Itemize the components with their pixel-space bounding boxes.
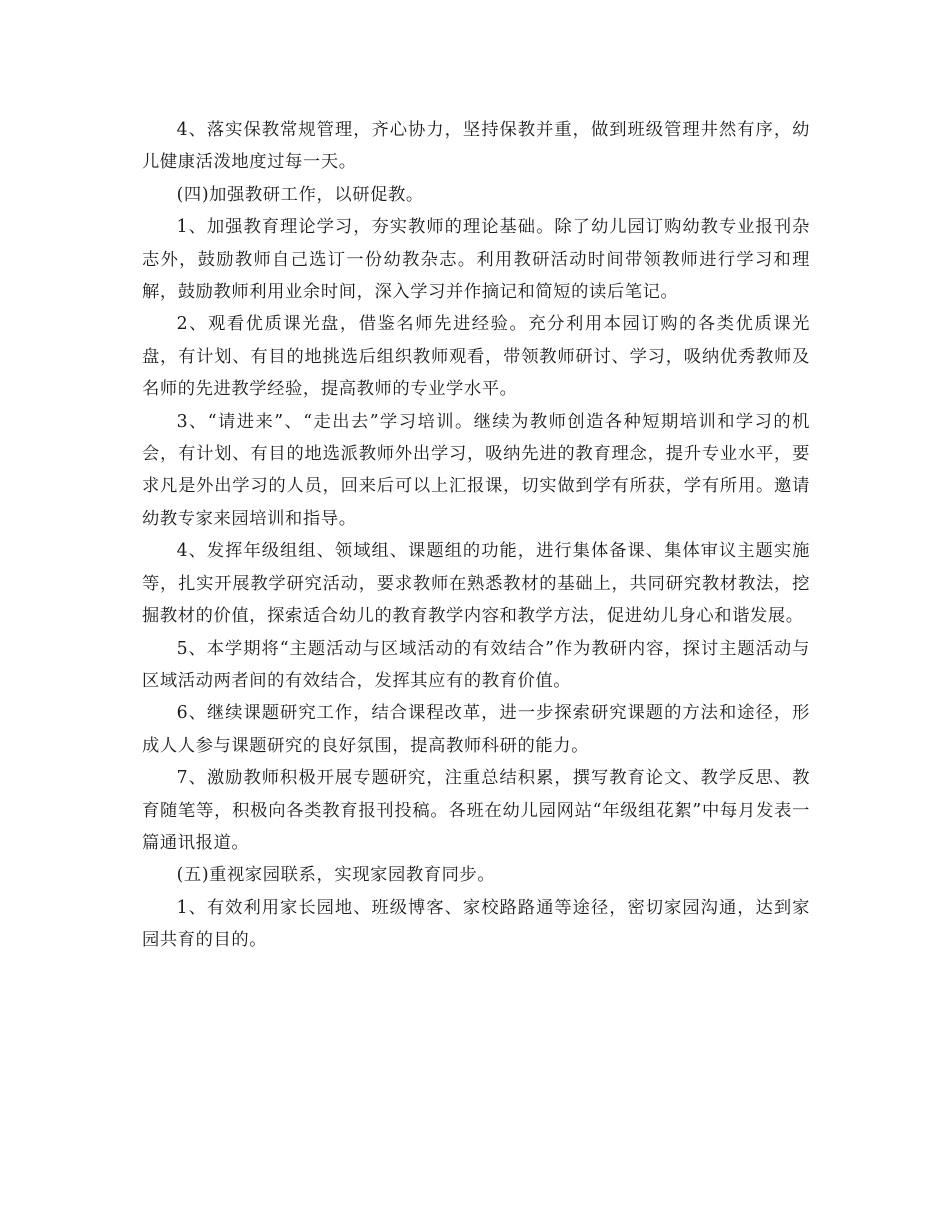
paragraph-home-communication: 1、有效利用家长园地、班级博客、家校路路通等途径，密切家园沟通，达到家园共育的目的。	[142, 897, 810, 951]
paragraph-research-topic: 5、本学期将“主题活动与区域活动的有效结合”作为教研内容，探讨主题活动与区域活动两者间的有效结合，发挥其应有的教育价值。	[142, 638, 810, 691]
paragraph-item-4-conclusion: 4、落实保教常规管理，齐心协力，坚持保教并重，做到班级管理井然有序，幼儿健康活泼地度过每一天。	[142, 120, 810, 173]
paragraph-project-research: 6、继续课题研究工作，结合课程改革，进一步探索研究课题的方法和途径，形成人人参与课题研究的良好氛围，提高教师科研的能力。	[142, 703, 810, 756]
section-heading-home-school: (五)重视家园联系，实现家园教育同步。	[176, 865, 496, 886]
paragraph-quality-lessons: 2、观看优质课光盘，借鉴名师先进经验。充分利用本园订购的各类优质课光盘，有计划、有目的地挑选后组织教师观看，带领教师研讨、学习，吸纳优秀教师及名师的先进教学经验，提高教师的专业学水平。	[142, 314, 810, 400]
section-heading-teaching-research: (四)加强教研工作，以研促教。	[176, 184, 424, 205]
paragraph-special-research: 7、激励教师积极开展专题研究，注重总结积累，撰写教育论文、教学反思、教育随笔等，积极向各类教育报刊投稿。各班在幼儿园网站“年级组花絮”中每月发表一篇通讯报道。	[142, 768, 810, 853]
paragraph-theory-study: 1、加强教育理论学习，夯实教师的理论基础。除了幼儿园订购幼教专业报刊杂志外，鼓励教师自己选订一份幼教杂志。利用教研活动时间带领教师进行学习和理解，鼓励教师利用业余时间，深入学习并作摘记和简短的读后笔记。	[142, 217, 810, 303]
paragraph-training: 3、“请进来”、“走出去”学习培训。继续为教师创造各种短期培训和学习的机会，有计划、有目的地选派教师外出学习，吸纳先进的教育理念，提升专业水平，要求凡是外出学习的人员，回来后可以上汇报课，切实做到学有所获，学有所用。邀请幼教专家来园培训和指导。	[142, 411, 810, 529]
paragraph-group-functions: 4、发挥年级组组、领域组、课题组的功能，进行集体备课、集体审议主题实施等，扎实开展教学研究活动，要求教师在熟悉教材的基础上，共同研究教材教法，挖掘教材的价值，探索适合幼儿的教育教学内容和教学方法，促进幼儿身心和谐发展。	[142, 541, 810, 627]
document-body	[142, 114, 810, 957]
